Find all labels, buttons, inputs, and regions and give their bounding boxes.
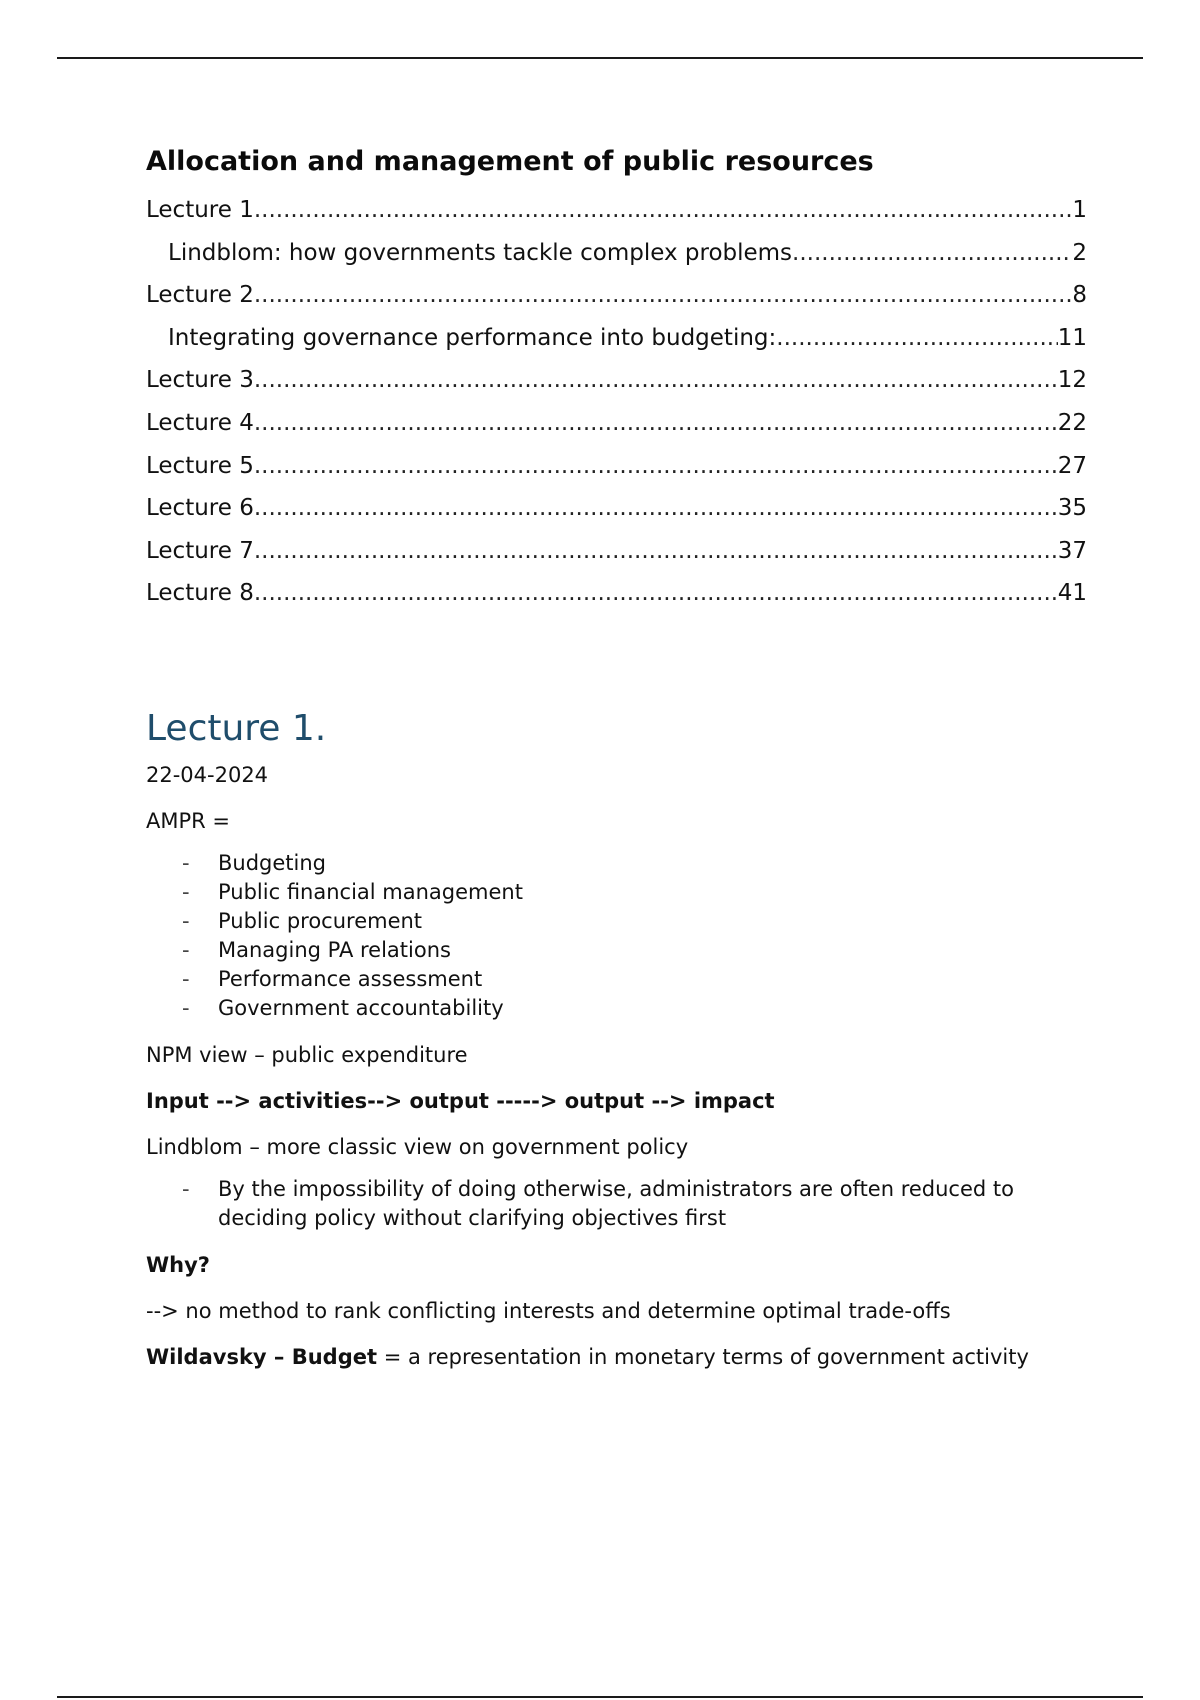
toc-entry-label: Lecture 3 [146,367,254,394]
lindblom-list [146,1175,1087,1233]
toc-entry-label: Lecture 2 [146,282,254,309]
toc-entry-page: 27 [1057,452,1087,479]
toc-leader-dots [254,445,1058,488]
toc-entry-lecture-8[interactable] [146,572,1087,615]
toc-entry-label: Integrating governance performance into budgeting: [168,324,777,351]
ampr-label: AMPR = [146,808,231,833]
toc-leader-dots [776,317,1057,360]
lecture-1-heading: Lecture 1. [146,707,327,749]
wildavsky-description: = a representation in monetary terms of government activity [377,1344,1029,1369]
toc-entry-page: 37 [1057,537,1087,564]
toc-entry-label: Lecture 6 [146,495,254,522]
toc-entry-lecture-2[interactable] [146,274,1087,317]
toc-entry-page: 35 [1057,495,1087,522]
toc-leader-dots [254,572,1058,615]
toc-entry-lecture-7[interactable] [146,530,1087,573]
page-content [146,143,1087,1389]
toc-leader-dots [254,274,1073,317]
list-item: - Government accountability [182,995,504,1020]
npm-view-text: NPM view – public expenditure [146,1042,468,1067]
toc-entry-integrating-governance[interactable] [146,317,1087,360]
toc-entry-lecture-6[interactable] [146,487,1087,530]
toc-entry-label: Lecture 5 [146,452,254,479]
toc-leader-dots [254,359,1058,402]
toc-entry-page: 2 [1072,239,1087,266]
toc-entry-label: Lecture 7 [146,537,254,564]
toc-entry-label: Lecture 8 [146,580,254,607]
toc-entry-label: Lecture 1 [146,197,254,223]
wildavsky-term: Wildavsky – Budget [146,1344,378,1369]
list-item: - Performance assessment [182,966,483,991]
toc-entry-lecture-5[interactable] [146,445,1087,488]
header-rule [57,57,1143,59]
toc-leader-dots [254,189,1073,232]
table-of-contents [146,189,1087,615]
lindblom-text: Lindblom – more classic view on government policy [146,1134,689,1159]
toc-entry-label: Lecture 4 [146,409,254,436]
toc-entry-lindblom[interactable] [146,232,1087,275]
lecture-date: 22-04-2024 [146,762,269,787]
list-item: - Public financial management [182,879,523,904]
toc-entry-page: 41 [1057,580,1087,607]
footer-rule [57,1696,1143,1698]
toc-entry-label: Lindblom: how governments tackle complex problems [168,239,793,266]
toc-leader-dots [792,232,1072,275]
list-item: - Budgeting [182,850,327,875]
toc-entry-page: 1 [1072,197,1087,223]
toc-entry-page: 8 [1072,282,1087,309]
wildavsky-definition [146,1343,1087,1371]
toc-leader-dots [254,530,1058,573]
toc-leader-dots [254,402,1058,445]
toc-entry-lecture-1[interactable] [146,189,1087,232]
why-question: Why? [146,1252,210,1277]
list-item: - Public procurement [182,908,423,933]
input-output-chain: Input --> activities--> output -----> output --> impact [146,1088,775,1113]
toc-leader-dots [254,487,1058,530]
toc-entry-page: 22 [1057,409,1087,436]
list-item: - By the impossibility of doing otherwise, administrators are often reduced to deciding policy without clarifying objectives first [182,1176,1014,1230]
toc-entry-page: 11 [1057,324,1087,351]
toc-entry-page: 12 [1057,367,1087,394]
why-answer: --> no method to rank conflicting interests and determine optimal trade-offs [146,1298,951,1323]
list-item: - Managing PA relations [182,937,451,962]
toc-entry-lecture-3[interactable] [146,359,1087,402]
document-title: Allocation and management of public resources [146,146,874,177]
ampr-list [146,849,1087,1023]
toc-entry-lecture-4[interactable] [146,402,1087,445]
